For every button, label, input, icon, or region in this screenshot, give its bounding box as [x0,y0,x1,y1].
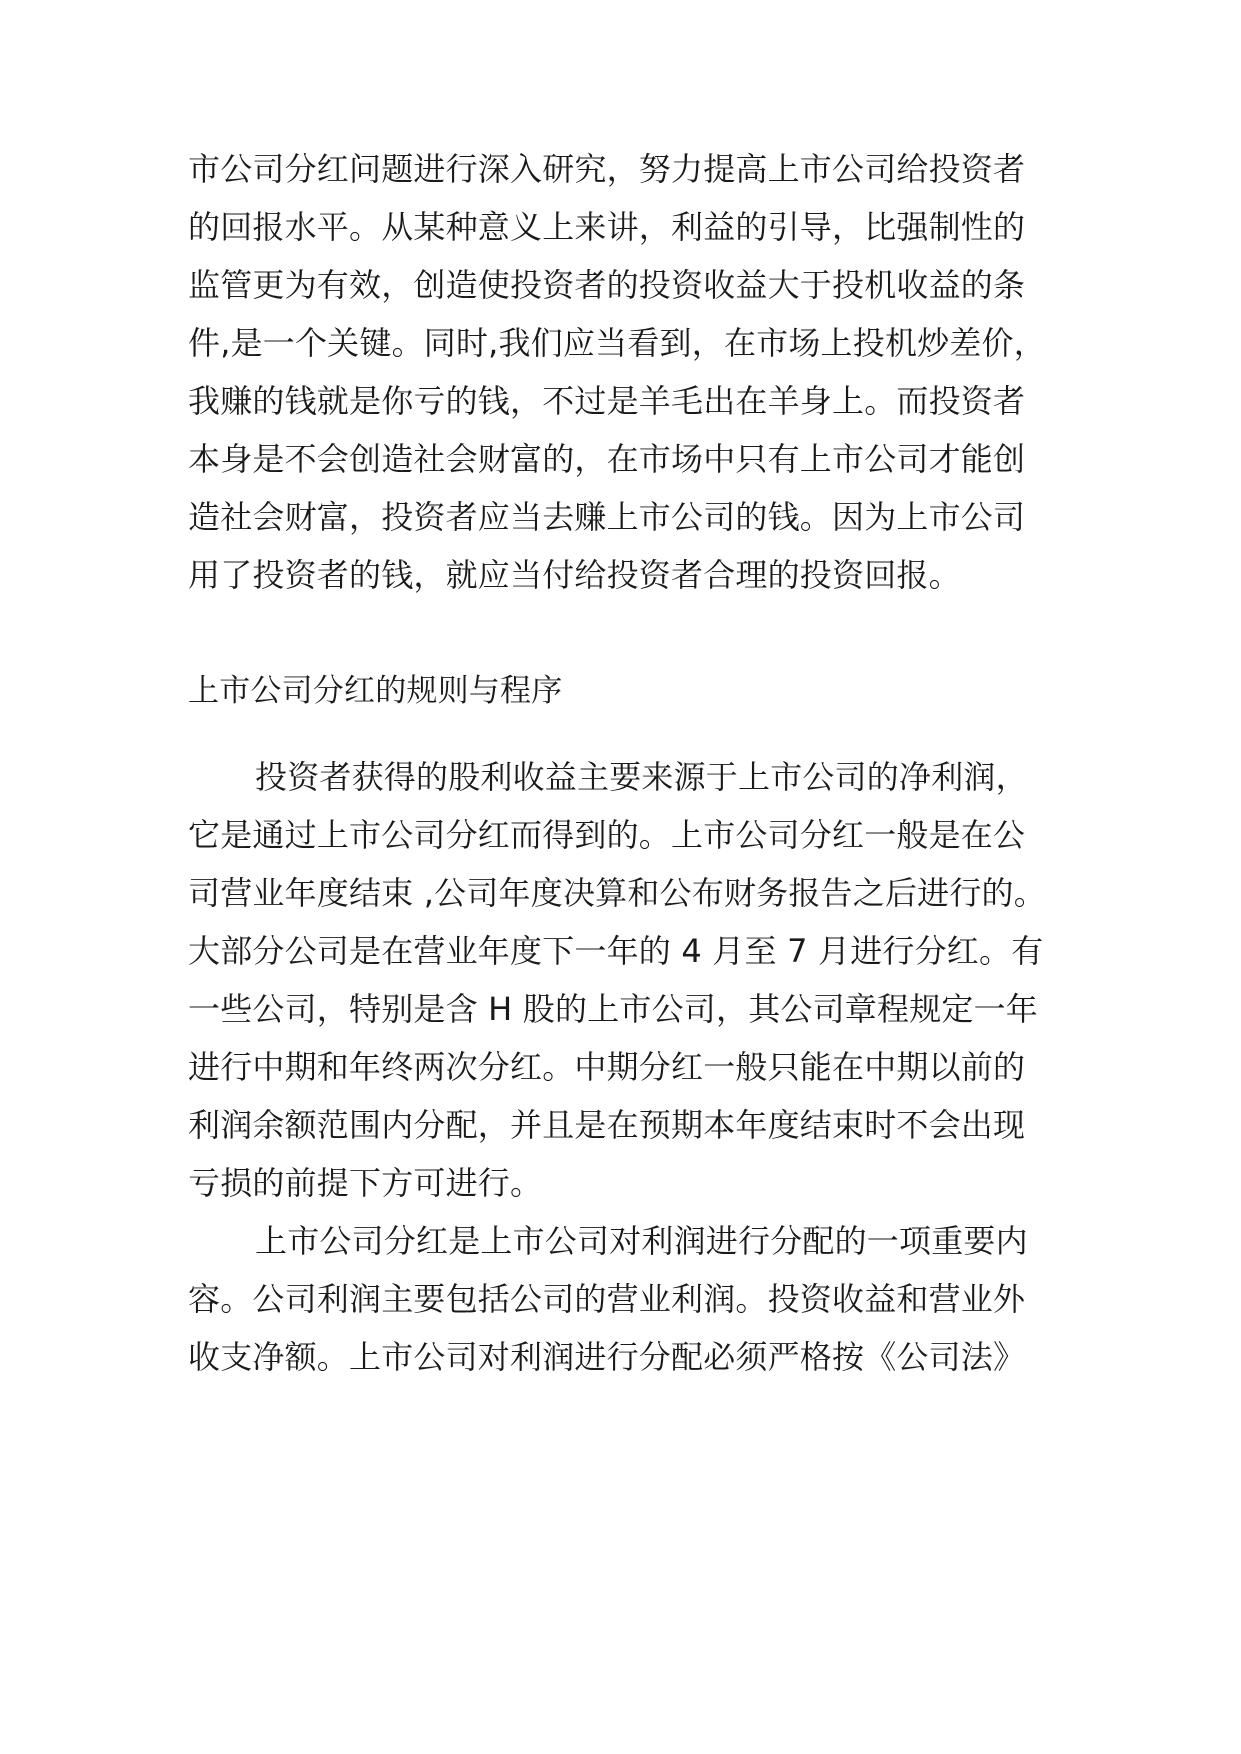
paragraph-2-line-7: 利润余额范围内分配，并且是在预期本年度结束时不会出现 [188,1106,1026,1144]
section-heading: 上市公司分红的规则与程序 [188,673,563,709]
paragraph-1-line-2: 的回报水平。从某种意义上来讲，利益的引导，比强制性的 [188,208,1026,246]
paragraph-1-line-3: 监管更为有效，创造使投资者的投资收益大于投机收益的条 [188,266,1026,304]
paragraph-3-line-1: 上市公司分红是上市公司对利润进行分配的一项重要内 [255,1222,1028,1260]
paragraph-1-line-1: 市公司分红问题进行深入研究，努力提高上市公司给投资者 [188,150,1026,188]
paragraph-2-line-6: 进行中期和年终两次分红。中期分红一般只能在中期以前的 [188,1048,1026,1086]
paragraph-1-line-7: 造社会财富，投资者应当去赚上市公司的钱。因为上市公司 [188,498,1026,536]
paragraph-2-line-8: 亏损的前提下方可进行。 [188,1164,543,1202]
paragraph-1-line-8: 用了投资者的钱，就应当付给投资者合理的投资回报。 [188,556,961,594]
paragraph-3-line-3: 收支净额。上市公司对利润进行分配必须严格按《公司法》 [188,1338,1026,1376]
paragraph-1-line-6: 本身是不会创造社会财富的，在市场中只有上市公司才能创 [188,440,1026,478]
paragraph-3-line-2: 容。公司利润主要包括公司的营业利润。投资收益和营业外 [188,1280,1026,1318]
paragraph-2-line-3: 司营业年度结束 ,公司年度决算和公布财务报告之后进行的。 [188,874,1046,912]
paragraph-2-line-5: 一些公司，特别是含 H 股的上市公司，其公司章程规定一年 [188,990,1039,1028]
paragraph-1-line-4: 件,是一个关键。同时,我们应当看到，在市场上投机炒差价， [188,324,1046,362]
paragraph-2-line-2: 它是通过上市公司分红而得到的。上市公司分红一般是在公 [188,816,1026,854]
paragraph-2-line-1: 投资者获得的股利收益主要来源于上市公司的净利润， [255,758,1028,796]
paragraph-1-line-5: 我赚的钱就是你亏的钱，不过是羊毛出在羊身上。而投资者 [188,382,1026,420]
paragraph-2-line-4: 大部分公司是在营业年度下一年的 4 月至 7 月进行分红。有 [188,932,1044,970]
